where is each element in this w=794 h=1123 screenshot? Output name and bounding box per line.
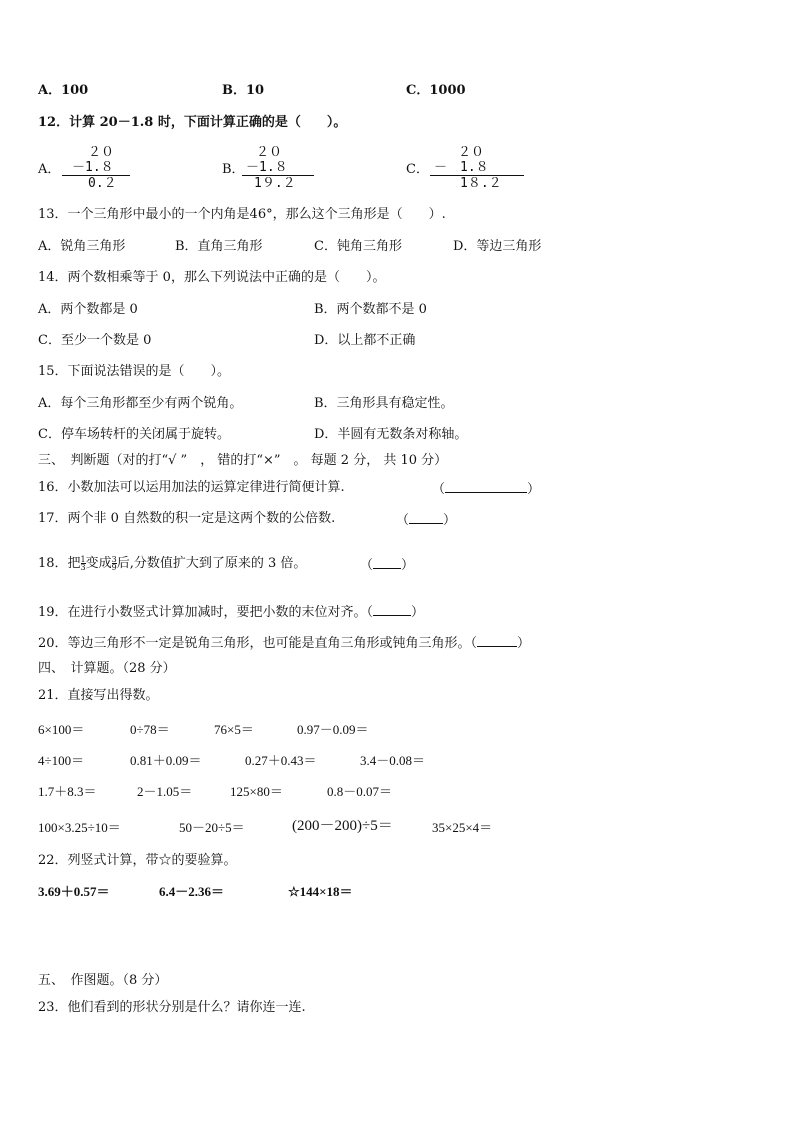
q18-blank-line — [373, 556, 401, 569]
q20-stem: 20．等边三角形不一定是锐角三角形，也可能是直角三角形或钝角三角形。（ — [38, 636, 478, 651]
q15-option-d: D．半圆有无数条对称轴。 — [314, 427, 468, 442]
q21-r1-c2: 0÷78＝ — [130, 722, 170, 737]
q22-item-1: 3.69＋0.57＝ — [38, 884, 110, 899]
q18-open-paren: （ — [360, 558, 374, 573]
q20-close-paren: ） — [517, 636, 531, 651]
section-5-heading: 五、 作图题。（8 分） — [38, 973, 168, 988]
q19-close-paren: ） — [411, 605, 425, 620]
q18-frac1-den: 3 — [80, 563, 86, 572]
q16-blank-line — [445, 480, 527, 493]
q17-text: 17．两个非 0 自然数的积一定是这两个数的公倍数. — [38, 511, 336, 526]
q12-option-b-vertical — [242, 145, 314, 191]
q12-a-result: 0.２ — [62, 175, 130, 191]
q12-option-c-label: C． — [406, 162, 429, 177]
q14-option-b: B．两个数都不是 0 — [314, 302, 427, 317]
q12-option-a-label: A． — [38, 162, 61, 177]
q12-option-a-vertical — [62, 145, 130, 191]
q12-c-sub: － 1.８ — [434, 160, 489, 175]
q12-c-top: ２０ — [458, 145, 485, 160]
q19-stem: 19．在进行小数竖式计算加减时，要把小数的末位对齐。（ — [38, 605, 374, 620]
q20-answer-blank[interactable] — [477, 634, 517, 647]
q21-r1-c3: 76×5＝ — [214, 722, 254, 737]
q12-b-result: 1９.２ — [242, 175, 314, 191]
q15-option-a: A．每个三角形都至少有两个锐角。 — [38, 396, 243, 411]
q21-r1-c1: 6×100＝ — [38, 722, 85, 737]
q22-stem: 22．列竖式计算，带☆的要验算。 — [38, 853, 237, 868]
q18-frac1-num: 1 — [80, 555, 86, 564]
q15-stem: 15．下面说法错误的是（ ）。 — [38, 364, 231, 379]
q12-a-sub: －1.８ — [72, 160, 114, 175]
q18-pre: 18．把 — [38, 556, 81, 571]
q21-r3-c1: 1.7＋8.3＝ — [38, 784, 97, 799]
q18-frac2-num: 3 — [111, 555, 117, 564]
q18-mid: 变成 — [85, 556, 112, 571]
q11-option-a: A．100 — [38, 83, 89, 98]
q14-option-c: C．至少一个数是 0 — [38, 333, 152, 348]
section-4-heading: 四、 计算题。（28 分） — [38, 661, 176, 676]
q12-b-top: ２０ — [256, 145, 283, 160]
section-3-heading: 三、 判断题（对的打“√ ” ， 错的打“×” 。 每题 2 分， 共 10 分） — [38, 453, 448, 468]
q12-option-c-vertical — [430, 145, 524, 191]
q13-stem: 13．一个三角形中最小的一个内角是46°，那么这个三角形是（ ）. — [38, 207, 446, 222]
q12-c-result: 1８.２ — [430, 175, 524, 191]
q13-option-b: B．直角三角形 — [175, 239, 263, 254]
q17-open-paren: （ — [396, 513, 410, 528]
q23-stem: 23．他们看到的形状分别是什么？请你连一连. — [38, 1000, 306, 1015]
q12-b-sub: －1.８ — [246, 160, 288, 175]
q11-option-b: B．10 — [222, 83, 265, 98]
q18-close-paren: ） — [401, 558, 415, 573]
q21-r2-c3: 0.27＋0.43＝ — [245, 753, 317, 768]
q16-open-paren: （ — [432, 482, 446, 497]
q21-r2-c1: 4÷100＝ — [38, 753, 85, 768]
q18-answer-blank[interactable] — [360, 556, 414, 574]
q22-item-3: ☆144×18＝ — [288, 884, 353, 899]
q19-text — [38, 603, 424, 621]
q14-option-d: D．以上都不正确 — [314, 333, 416, 348]
q20-text — [38, 634, 530, 652]
q16-answer-blank[interactable] — [432, 480, 540, 498]
q15-option-b: B．三角形具有稳定性。 — [314, 396, 454, 411]
q21-r2-c4: 3.4－0.08＝ — [360, 753, 426, 768]
q19-answer-blank[interactable] — [373, 603, 411, 616]
q21-r3-c3: 125×80＝ — [230, 784, 283, 799]
q21-r4-c4: 35×25×4＝ — [432, 820, 493, 835]
q14-option-a: A．两个数都是 0 — [38, 302, 138, 317]
q21-stem: 21．直接写出得数。 — [38, 688, 159, 703]
q16-text: 16．小数加法可以运用加法的运算定律进行简便计算. — [38, 480, 345, 495]
q17-close-paren: ） — [443, 513, 457, 528]
q13-option-a: A．锐角三角形 — [38, 239, 126, 254]
q18-frac2-den: 9 — [111, 563, 117, 572]
q15-option-c: C．停车场转杆的关闭属于旋转。 — [38, 427, 230, 442]
q21-r2-c2: 0.81＋0.09＝ — [130, 753, 202, 768]
q21-r4-c2: 50－20÷5＝ — [179, 820, 245, 835]
q13-option-d: D．等边三角形 — [453, 239, 542, 254]
q12-a-top: ２０ — [88, 145, 115, 160]
q21-r4-c3: (200－200)÷5＝ — [292, 818, 393, 834]
q12-stem: 12．计算 20－1.8 时，下面计算正确的是（ ）。 — [38, 115, 347, 130]
q22-item-2: 6.4－2.36＝ — [159, 884, 225, 899]
q21-r3-c4: 0.8－0.07＝ — [327, 784, 393, 799]
q21-r3-c2: 2－1.05＝ — [137, 784, 193, 799]
q16-close-paren: ） — [527, 482, 541, 497]
q21-r1-c4: 0.97－0.09＝ — [297, 722, 369, 737]
q13-option-c: C．钝角三角形 — [314, 239, 402, 254]
q18-post: 后,分数值扩大到了原来的 3 倍。 — [116, 556, 307, 571]
q11-option-c: C．1000 — [406, 83, 466, 98]
q21-r4-c1: 100×3.25÷10＝ — [38, 820, 121, 835]
q17-answer-blank[interactable] — [396, 511, 456, 529]
q12-option-b-label: B． — [222, 162, 245, 177]
q17-blank-line — [409, 511, 443, 524]
q14-stem: 14．两个数相乘等于 0，那么下列说法中正确的是（ ）。 — [38, 270, 386, 285]
q18-text — [38, 556, 306, 572]
